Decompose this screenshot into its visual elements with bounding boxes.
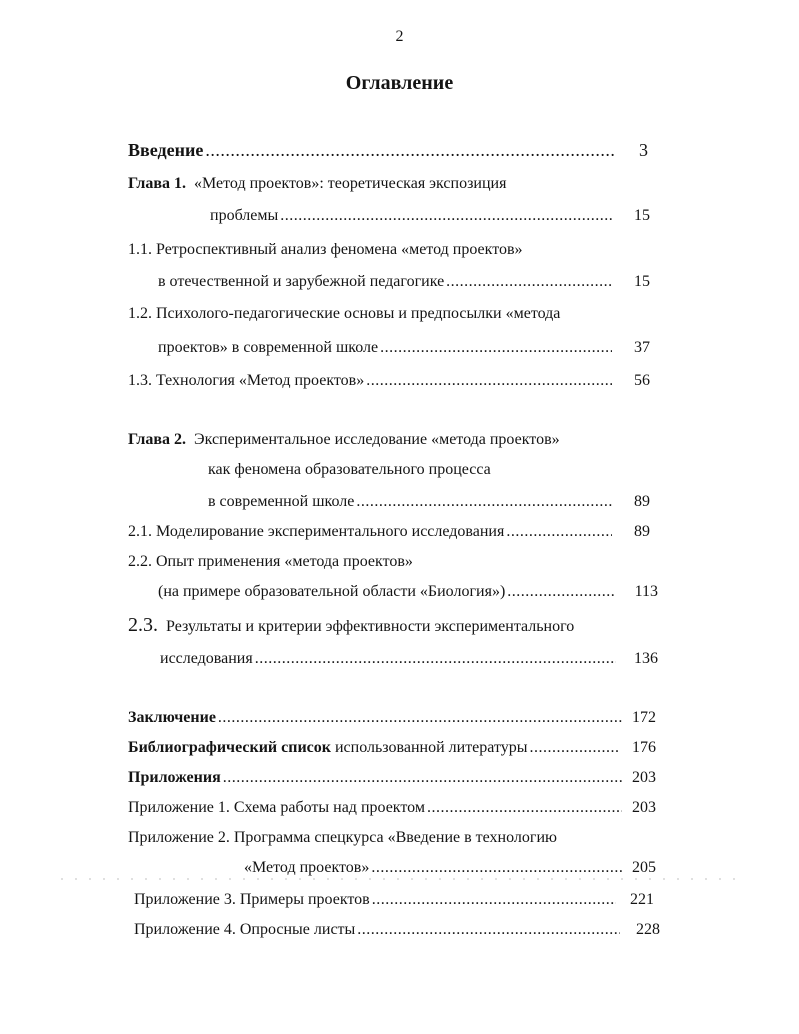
- toc-section-1-2-heading: 1.2. Психолого-педагогические основы и предпосылки «метода: [128, 305, 561, 322]
- dot-leader: [356, 490, 612, 514]
- toc-ch1-head: Глава 1.: [128, 175, 186, 192]
- toc-intro-page: 3: [639, 140, 648, 160]
- toc-ch2-page: 89: [634, 493, 650, 510]
- toc-entry-chapter-1: [210, 204, 650, 228]
- dot-leader: [223, 766, 622, 790]
- toc-app2-page: 205: [632, 859, 656, 876]
- scan-artifact: [55, 878, 745, 880]
- toc-entry-appendix-3: [134, 888, 654, 912]
- toc-entry-appendices: [128, 766, 656, 790]
- toc-entry-appendix-4: [134, 918, 660, 942]
- toc-s1-1-line2: в отечественной и зарубежной педагогике: [158, 273, 445, 290]
- page-title: Оглавление: [345, 72, 454, 94]
- toc-app2-line2: «Метод проектов»: [244, 859, 370, 876]
- dot-leader: [446, 270, 612, 294]
- toc-s2-1-page: 89: [634, 523, 650, 540]
- toc-s1-3-page: 56: [634, 372, 650, 389]
- toc-entry-intro: [128, 138, 648, 162]
- dot-leader: [380, 336, 612, 360]
- dot-leader: [280, 204, 612, 228]
- page-number: 2: [395, 28, 404, 45]
- toc-app1-page: 203: [632, 799, 656, 816]
- toc-ch2-line1: Экспериментальное исследование «метода проектов»: [194, 431, 560, 448]
- toc-section-2-3-heading: [128, 613, 574, 637]
- dot-leader: [255, 647, 616, 671]
- toc-app4-label: Приложение 4. Опросные листы: [134, 921, 356, 938]
- toc-s2-3-line2: исследования: [160, 650, 253, 667]
- toc-ch1-page: 15: [634, 207, 650, 224]
- dot-leader: [218, 706, 622, 730]
- dot-leader: [357, 918, 620, 942]
- toc-appendices-page: 203: [632, 769, 656, 786]
- toc-appendices-label: Приложения: [128, 769, 221, 786]
- toc-biblio-text: [128, 736, 528, 760]
- toc-biblio-rest: использованной литературы: [334, 739, 528, 756]
- toc-conclusion-label: Заключение: [128, 709, 216, 726]
- toc-biblio-page: 176: [632, 739, 656, 756]
- toc-s2-2-page: 113: [634, 583, 658, 600]
- toc-ch2-head: Глава 2.: [128, 431, 186, 448]
- dot-leader: [205, 138, 614, 162]
- dot-leader: [506, 520, 612, 544]
- toc-s2-3-num: 2.3.: [128, 614, 158, 636]
- toc-appendix-2-heading: Приложение 2. Программа спецкурса «Введение в технологию: [128, 829, 557, 846]
- dot-leader: [507, 580, 616, 604]
- toc-entry-appendix-1: [128, 796, 656, 820]
- toc-s1-2-page: 37: [634, 339, 650, 356]
- toc-entry-bibliography: [128, 736, 656, 760]
- toc-entry-section-2-1: [128, 520, 650, 544]
- toc-chapter-1-heading: [128, 172, 506, 196]
- toc-ch1-line2: проблемы: [210, 207, 279, 224]
- toc-entry-section-1-1: [158, 270, 650, 294]
- toc-biblio-bold: Библиографический список: [128, 739, 331, 756]
- toc-ch2-line3: в современной школе: [208, 493, 355, 510]
- toc-intro-label: Введение: [128, 140, 204, 160]
- dot-leader: [427, 796, 622, 820]
- toc-section-2-2-heading: 2.2. Опыт применения «метода проектов»: [128, 553, 413, 570]
- toc-s1-3-line1: 1.3. Технология «Метод проектов»: [128, 372, 365, 389]
- toc-entry-section-1-3: [128, 369, 650, 393]
- dot-leader: [371, 856, 622, 880]
- toc-entry-section-2-3: [160, 647, 658, 671]
- toc-conclusion-page: 172: [632, 709, 656, 726]
- toc-entry-section-2-2: [158, 580, 658, 604]
- dot-leader: [366, 369, 612, 393]
- dot-leader: [372, 888, 616, 912]
- toc-entry-conclusion: [128, 706, 656, 730]
- toc-entry-appendix-2: [244, 856, 656, 880]
- toc-app4-page: 228: [636, 921, 660, 938]
- toc-s2-2-line2: (на примере образовательной области «Биология»): [158, 583, 506, 600]
- toc-app1-label: Приложение 1. Схема работы над проектом: [128, 799, 425, 816]
- toc-section-1-1-heading: 1.1. Ретроспективный анализ феномена «метод проектов»: [128, 241, 523, 258]
- toc-ch1-line1: «Метод проектов»: теоретическая экспозиция: [194, 175, 507, 192]
- toc-s2-3-line1: Результаты и критерии эффективности экспериментального: [166, 618, 575, 635]
- toc-app3-label: Приложение 3. Примеры проектов: [134, 891, 370, 908]
- toc-entry-chapter-2: [208, 490, 650, 514]
- toc-s1-2-line2: проектов» в современной школе: [158, 339, 379, 356]
- toc-entry-section-1-2: [158, 336, 650, 360]
- toc-ch2-line2: как феномена образовательного процесса: [208, 461, 491, 478]
- toc-chapter-2-heading: [128, 428, 560, 452]
- toc-s1-1-page: 15: [634, 273, 650, 290]
- toc-app3-page: 221: [630, 891, 654, 908]
- toc-s2-1-line1: 2.1. Моделирование экспериментального исследования: [128, 523, 505, 540]
- dot-leader: [530, 736, 619, 760]
- toc-s2-3-page: 136: [634, 650, 658, 667]
